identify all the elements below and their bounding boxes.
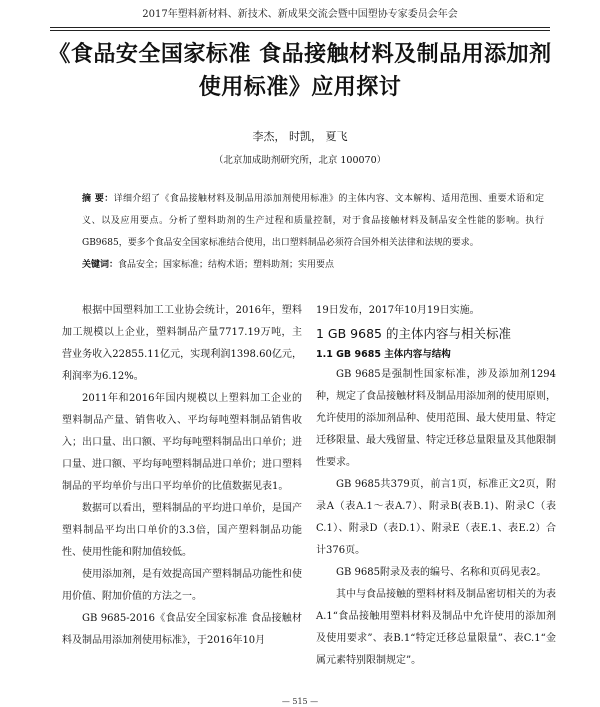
paragraph: 使用添加剂，是有效提高国产塑料制品功能性和使用价值、附加价值的方法之一。 xyxy=(62,569,302,602)
abstract-label: 摘 要： xyxy=(82,194,114,204)
abstract-text: 详细介绍了《食品接触材料及制品用添加剂使用标准》的主体内容、文本解构、适用范围、重要术语和定义、以及应用要点。分析了塑料助剂的生产过程和质量控制，对于食品接触材料及制品安全性能的影响。执行GB9685，要多个食品安全国家标准结合使用，出口塑料制品必须符合国外相关法律和法规的要求。 xyxy=(82,194,544,248)
right-column xyxy=(316,300,556,672)
paragraph-continued: 19日发布，2017年10月19日实施。 xyxy=(316,305,480,316)
paragraph: GB 9685是强制性国家标准，涉及添加剂1294种，规定了食品接触材料及制品用添加剂的使用原则，允许使用的添加剂品种、使用范围、最大使用量、特定迁移限量、最大残留量、特定迁移总量限量及其他限制性要求。 xyxy=(316,369,556,468)
article-title: 《食品安全国家标准 食品接触材料及制品用添加剂使用标准》应用探讨 xyxy=(48,42,552,100)
subsection-heading: 1.1 GB 9685 主体内容与结构 xyxy=(316,349,451,360)
page-number: — 515 — xyxy=(281,697,319,706)
paragraph: 根据中国塑料加工工业协会统计，2016年，塑料加工规模以上企业，塑料制品产量7717.19万吨，主营业务收入22855.11亿元，实现利润1398.60亿元，利润率为6.12%。 xyxy=(62,305,302,382)
header-rule xyxy=(50,27,550,28)
authors: 李杰， 时凯， 夏飞 xyxy=(252,130,348,143)
left-column xyxy=(62,300,302,652)
paragraph: GB 9685-2016《食品安全国家标准 食品接触材料及制品用添加剂使用标准》，于2016年10月 xyxy=(62,613,302,646)
affiliation: （北京加成助剂研究所，北京 100070） xyxy=(213,155,387,166)
paragraph: 2011年和2016年国内规模以上塑料加工企业的塑料制品产量、销售收入、平均每吨塑料制品销售收入；出口量、出口额、平均每吨塑料制品出口单价；进口量、进口额、平均每吨塑料制品进口单价；进口塑料制品的平均单价与出口平均单价的比值数据见表1。 xyxy=(62,393,302,492)
section-heading: 1 GB 9685 的主体内容与相关标准 xyxy=(316,326,511,341)
paragraph: 其中与食品接触的塑料材料及制品密切相关的为表A.1“食品接触用塑料材料及制品中允许使用的添加剂及使用要求”、表B.1“特定迁移总量限量”、表C.1“金属元素特别限制规定”。 xyxy=(316,589,556,666)
paragraph: GB 9685共379页，前言1页，标准正文2页，附录A（表A.1～表A.7）、附录B(表B.1)、附录C（表C.1）、附录D（表D.1）、附录E（表E.1、表E.2）合计376页。 xyxy=(316,479,556,556)
running-header: 2017年塑料新材料、新技术、新成果交流会暨中国塑协专家委员会年会 xyxy=(142,9,458,20)
keywords xyxy=(82,254,544,276)
abstract xyxy=(82,188,544,254)
header-rule-thin xyxy=(50,30,550,31)
keywords-label: 关键词： xyxy=(82,260,119,270)
paragraph: 数据可以看出，塑料制品的平均进口单价，是国产塑料制品平均出口单价的3.3倍，国产塑料制品功能性、使用性能和附加值较低。 xyxy=(62,503,302,558)
keywords-text: 食品安全；国家标准；结构术语；塑料助剂；实用要点 xyxy=(118,260,335,270)
paragraph: GB 9685附录及表的编号、名称和页码见表2。 xyxy=(336,567,547,578)
abstract-block xyxy=(82,188,544,276)
